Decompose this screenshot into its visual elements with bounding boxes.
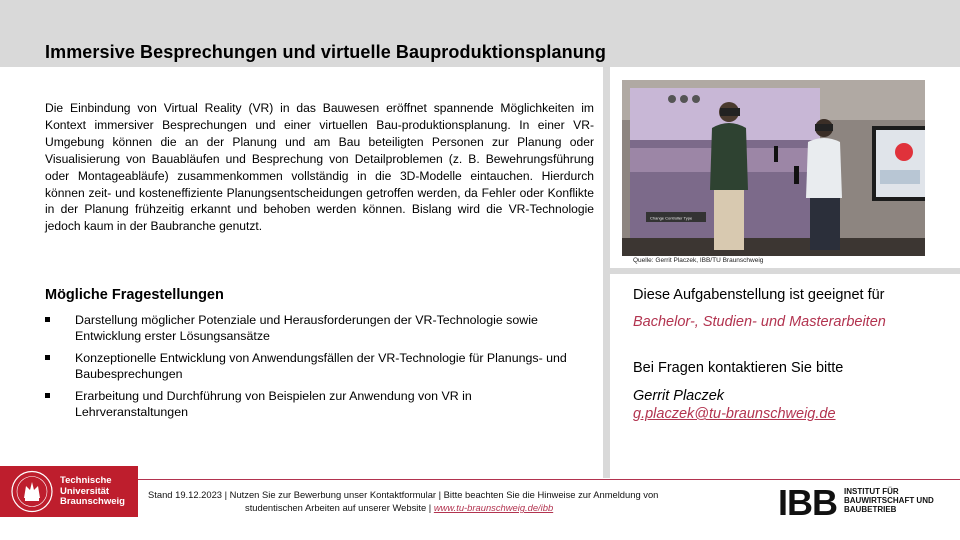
ibb-logo-subtitle [844,487,934,514]
tu-braunschweig-logo [0,466,138,517]
contact-label: Bei Fragen kontaktieren Sie bitte [633,360,844,376]
tu-logo-line: Technische [60,475,112,486]
bullet-icon [45,317,50,322]
ibb-logo-line: BAUWIRTSCHAFT UND [844,496,934,505]
question-text: Konzeptionelle Entwicklung von Anwendungsfällen der VR-Technologie für Planungs- und Baubesprechungen [75,351,567,381]
list-item [45,312,585,344]
ibb-logo: IBB [778,482,837,523]
tu-logo-text [60,476,125,508]
tu-seal-icon [6,466,58,517]
horizontal-divider [610,268,960,274]
bullet-icon [45,393,50,398]
footer-text [148,488,748,514]
tu-logo-line: Braunschweig [60,496,125,507]
footer-line-2 [148,501,748,514]
ibb-logo-line: INSTITUT FÜR [844,487,899,496]
contact-name: Gerrit Placzek [633,388,725,404]
photo-credit: Quelle: Gerrit Placzek, IBB/TU Braunschweig [633,257,764,264]
intro-paragraph: Die Einbindung von Virtual Reality (VR) in das Bauwesen eröffnet spannende Möglichkeiten im Kontext immersiver Besprechungen und einer virtuellen Bau-produktionsplanung. In einer VR-Umgebung können die an der Planung und am Bau beteiligten Personen zur Planung oder Visualisierung von Bauabläufen und Besprechung von Detailproblemen (z. B. Bewehrungsführung oder Montageabläufe) zusammenkommen vollständig in die 3D-Modelle eintauchen. Hierdurch können zeit- und kosteneffiziente Planungsentscheidungen getroffen werden, da Fehler oder Konflikte in der Planung frühzeitig erkannt und behoben werden können. Bislang wird die VR-Technologie jedoch kaum in der Baubranche genutzt. [45,101,594,234]
questions-heading: Mögliche Fragestellungen [45,287,224,303]
ibb-logo-line: BAUBETRIEB [844,505,897,514]
list-item [45,350,585,382]
list-item [45,388,585,420]
questions-list [45,312,585,426]
tu-logo-line: Universität [60,485,110,497]
footer-line-2-text: studentischen Arbeiten auf unserer Website | [245,502,434,513]
question-text: Darstellung möglicher Potenziale und Herausforderungen der VR-Technologie sowie Entwicklung erster Lösungsansätze [75,313,538,343]
footer-line-1: Stand 19.12.2023 | Nutzen Sie zur Bewerbung unser Kontaktformular | Bitte beachten Sie die Hinweise zur Anmeldung von [148,489,659,500]
vr-photo [622,80,925,256]
vertical-divider [603,67,610,478]
bullet-icon [45,355,50,360]
footer-divider [138,479,960,480]
slide-title: Immersive Besprechungen und virtuelle Bauproduktionsplanung [45,42,606,62]
suitability-value: Bachelor-, Studien- und Masterarbeiten [633,314,886,330]
vr-photo-illustration [622,80,925,256]
footer-website-link[interactable]: www.tu-braunschweig.de/ibb [433,502,554,513]
screen-label: Change Controller Type [650,215,693,221]
contact-email-link[interactable]: g.placzek@tu-braunschweig.de [633,406,836,422]
question-text: Erarbeitung und Durchführung von Beispielen zur Anwendung von VR in Lehrveranstaltungen [75,389,472,419]
suitability-label: Diese Aufgabenstellung ist geeignet für [633,287,885,303]
